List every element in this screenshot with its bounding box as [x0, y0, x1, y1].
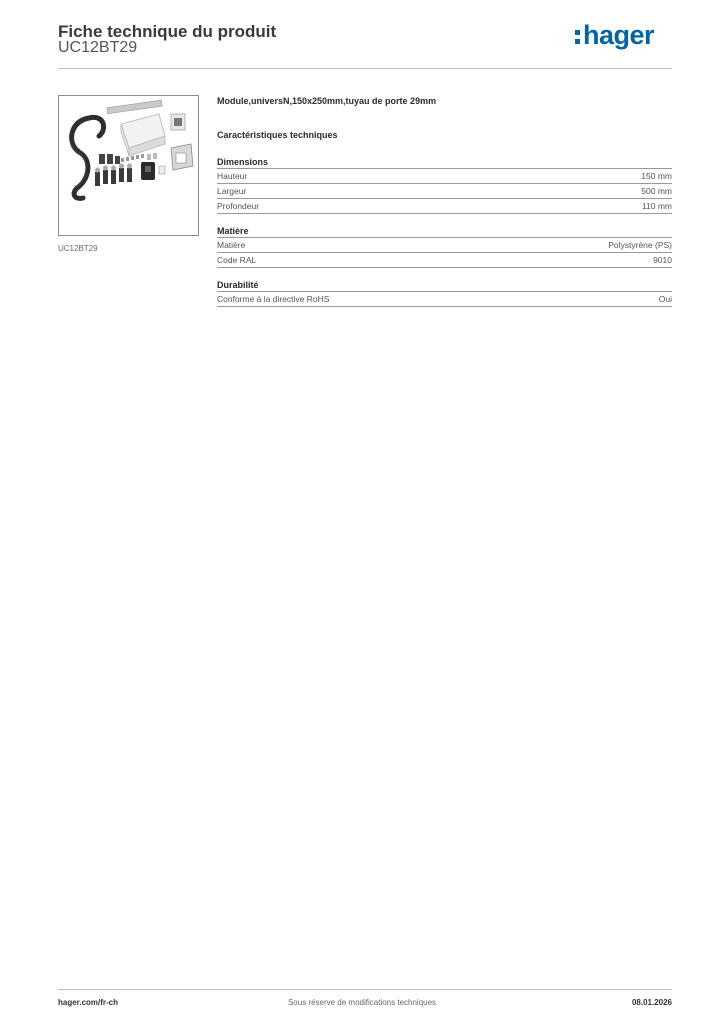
spec-group-durability — [217, 280, 672, 307]
section-title: Caractéristiques techniques — [217, 130, 338, 140]
spec-content — [217, 95, 672, 307]
spec-row — [217, 252, 672, 268]
product-description: Module,universN,150x250mm,tuyau de porte 29mm — [217, 96, 437, 106]
footer-date: 08.01.2026 — [631, 998, 672, 1007]
product-image — [58, 95, 199, 236]
spec-row — [217, 168, 672, 183]
spec-label: Profondeur — [217, 201, 260, 211]
spec-row — [217, 291, 672, 307]
footer-notice: Sous réserve de modifications techniques — [287, 998, 437, 1007]
hager-logo — [575, 20, 654, 51]
group-title: Matière — [217, 226, 249, 236]
spec-label: Code RAL — [217, 255, 257, 265]
spec-value: 500 mm — [641, 186, 672, 196]
footer-divider — [58, 989, 672, 990]
logo-text: hager — [582, 20, 654, 50]
spec-value: 110 mm — [641, 201, 672, 211]
spec-row — [217, 198, 672, 214]
group-title: Durabilité — [217, 280, 259, 290]
logo-dots-icon — [575, 30, 580, 44]
spec-label: Hauteur — [217, 171, 248, 181]
page-header — [58, 20, 672, 68]
spec-value: Oui — [658, 294, 672, 304]
spec-row — [217, 237, 672, 252]
spec-value: Polystyrène (PS) — [608, 240, 672, 250]
spec-group-dimensions — [217, 157, 672, 214]
spec-row — [217, 183, 672, 198]
header-divider — [58, 68, 672, 69]
spec-label: Conforme à la directive RoHS — [217, 294, 330, 304]
footer-website-link[interactable]: hager.com/fr-ch — [58, 998, 119, 1007]
spec-value: 150 mm — [641, 171, 672, 181]
spec-group-material — [217, 226, 672, 268]
spec-label: Matière — [217, 240, 246, 250]
image-caption: UC12BT29 — [58, 244, 98, 253]
spec-value: 9010 — [653, 255, 672, 265]
group-title: Dimensions — [217, 157, 269, 167]
document-title: Fiche technique du produit — [58, 22, 277, 41]
spec-label: Largeur — [217, 186, 247, 196]
product-kit-illustration — [59, 96, 198, 235]
product-reference: UC12BT29 — [58, 39, 138, 56]
